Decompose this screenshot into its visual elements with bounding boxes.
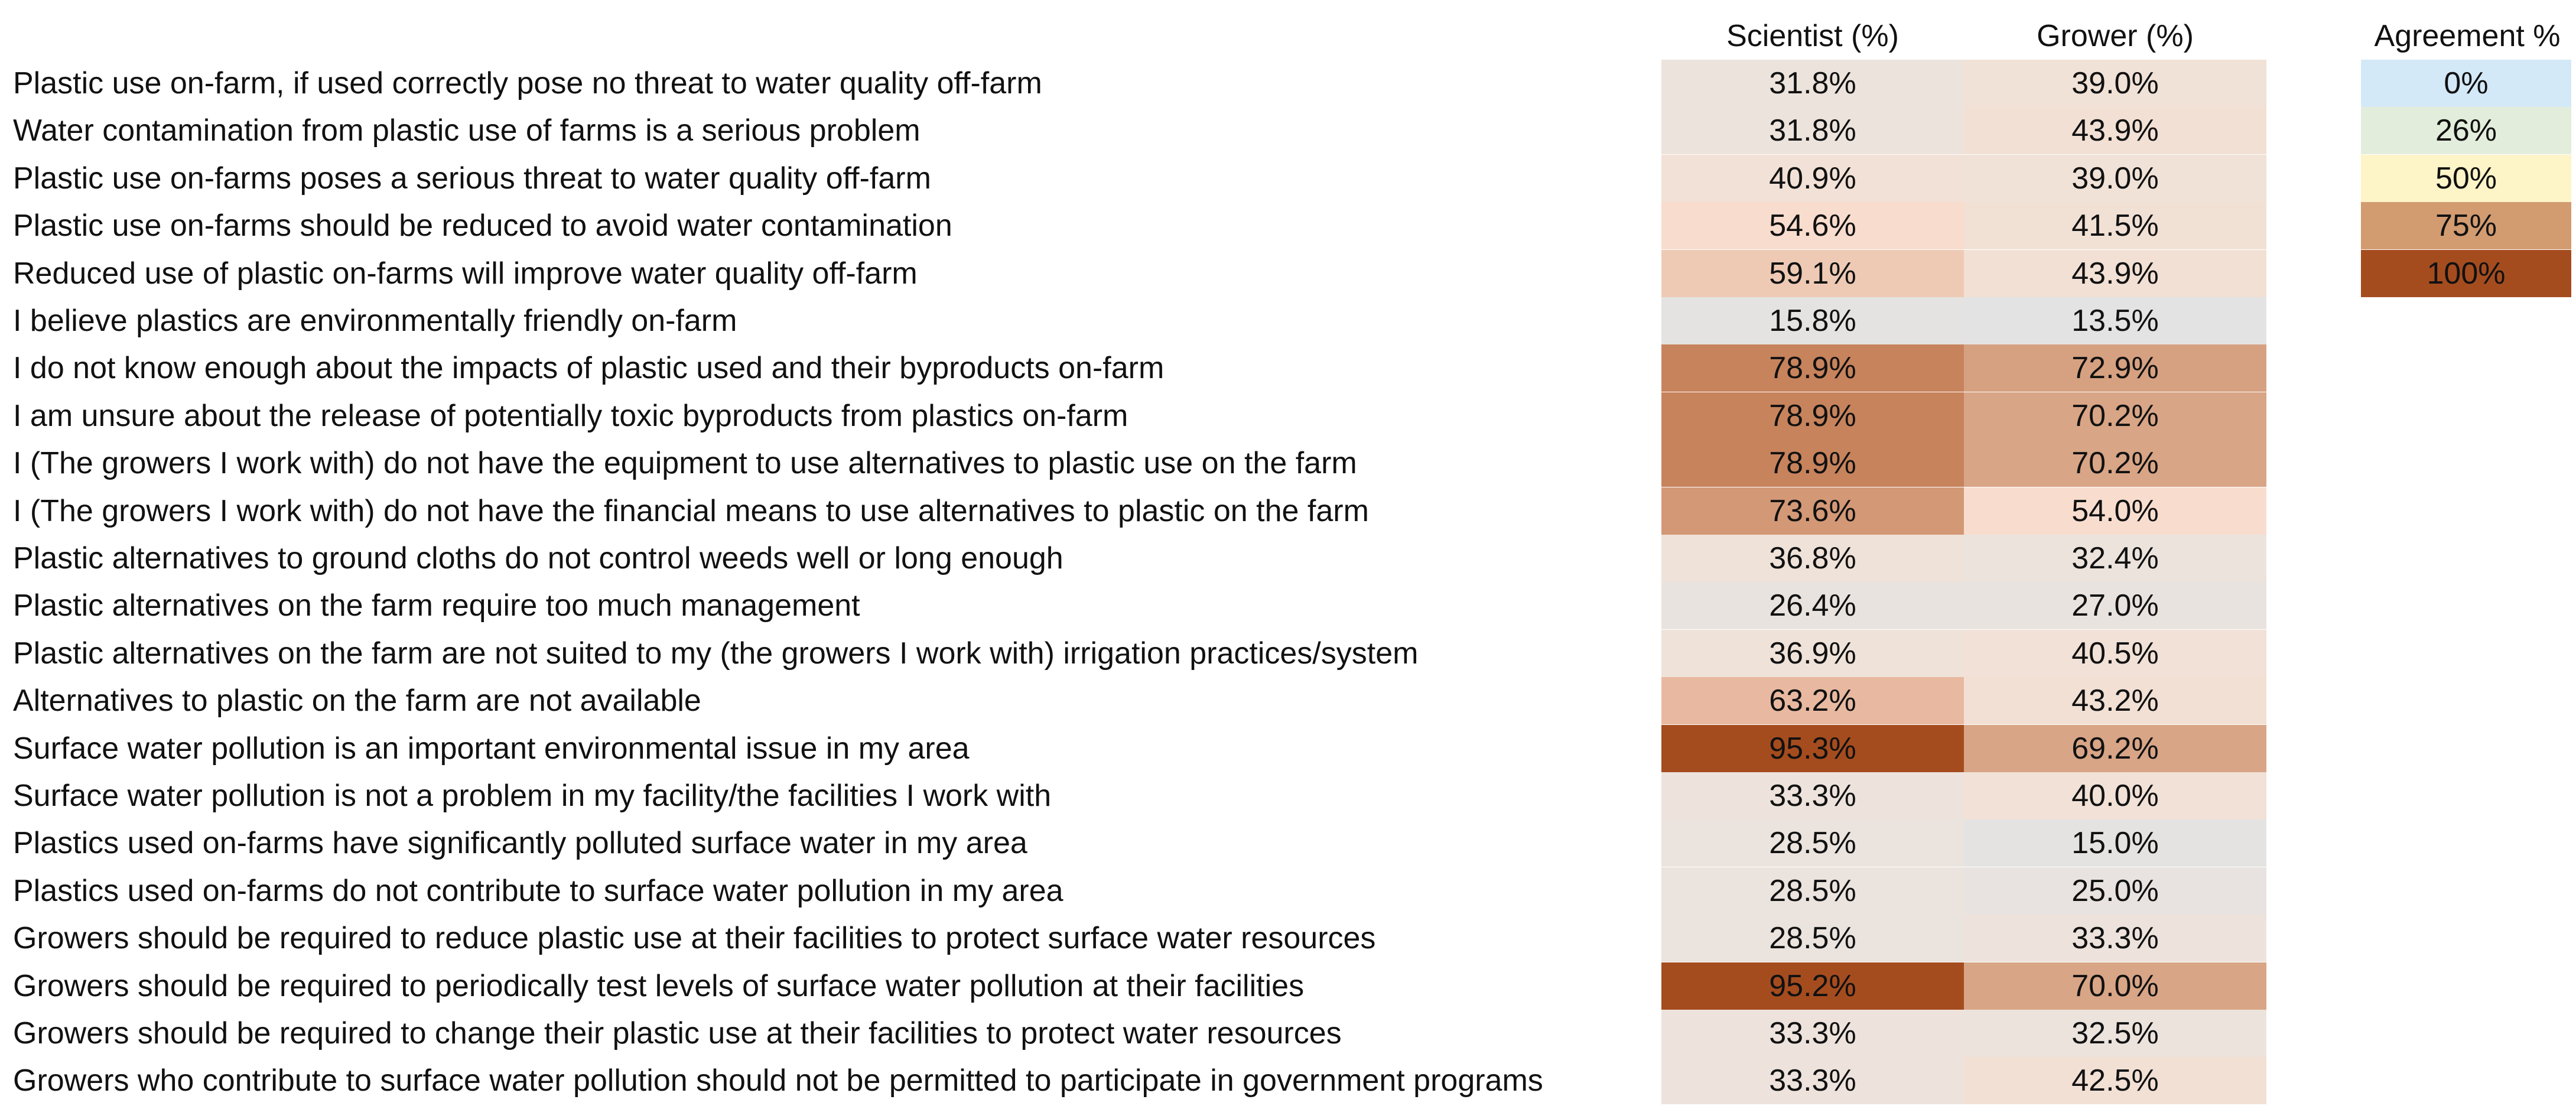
grower-cell: 70.0% <box>1964 962 2266 1010</box>
row-label: Plastic use on-farms should be reduced to avoid water contamination <box>13 209 952 243</box>
grower-cell: 32.5% <box>1964 1010 2266 1057</box>
row-label: Reduced use of plastic on-farms will improve water quality off-farm <box>13 256 918 291</box>
scientist-cell: 28.5% <box>1661 915 1964 962</box>
scientist-cell: 78.9% <box>1661 440 1964 487</box>
row-label: Growers should be required to reduce plastic use at their facilities to protect surface water resources <box>13 921 1376 956</box>
row-label: I am unsure about the release of potentially toxic byproducts from plastics on-farm <box>13 398 1128 433</box>
scientist-cell: 33.3% <box>1661 1010 1964 1057</box>
grower-cell: 72.9% <box>1964 344 2266 392</box>
row-label: I do not know enough about the impacts of plastic used and their byproducts on-farm <box>13 351 1165 386</box>
scientist-cell: 63.2% <box>1661 677 1964 724</box>
row-label: Surface water pollution is an important environmental issue in my area <box>13 731 970 766</box>
row-label: Plastic alternatives on the farm require too much management <box>13 588 860 623</box>
scientist-cell: 54.6% <box>1661 202 1964 249</box>
scientist-cell: 95.2% <box>1661 962 1964 1010</box>
row-label: Plastic alternatives on the farm are not suited to my (the growers I work with) irrigation practices/system <box>13 636 1419 671</box>
scientist-cell: 26.4% <box>1661 582 1964 629</box>
grower-cell: 54.0% <box>1964 487 2266 535</box>
grower-cell: 42.5% <box>1964 1057 2266 1104</box>
row-label: Growers should be required to periodically test levels of surface water pollution at their facilities <box>13 968 1305 1003</box>
grower-cell: 25.0% <box>1964 867 2266 915</box>
column-header-scientist: Scientist (%) <box>1726 19 1899 53</box>
scientist-cell: 36.8% <box>1661 535 1964 582</box>
row-label: I (The growers I work with) do not have the financial means to use alternatives to plastic on the farm <box>13 493 1369 528</box>
row-label: Plastic use on-farm, if used correctly pose no threat to water quality off-farm <box>13 66 1042 100</box>
grower-cell: 27.0% <box>1964 582 2266 629</box>
scientist-cell: 31.8% <box>1661 107 1964 154</box>
row-label: Growers should be required to change their plastic use at their facilities to protect water resources <box>13 1016 1342 1050</box>
row-label: Plastics used on-farms have significantly polluted surface water in my area <box>13 826 1027 861</box>
scientist-cell: 95.3% <box>1661 725 1964 772</box>
legend-swatch: 75% <box>2361 202 2571 249</box>
legend-swatch: 0% <box>2361 60 2571 107</box>
scientist-cell: 78.9% <box>1661 344 1964 392</box>
row-label: Plastic use on-farms poses a serious threat to water quality off-farm <box>13 161 931 196</box>
scientist-cell: 28.5% <box>1661 867 1964 915</box>
row-label: I (The growers I work with) do not have the equipment to use alternatives to plastic use on the farm <box>13 446 1357 481</box>
grower-cell: 33.3% <box>1964 915 2266 962</box>
scientist-cell: 59.1% <box>1661 250 1964 297</box>
grower-cell: 41.5% <box>1964 202 2266 249</box>
legend-swatch: 100% <box>2361 250 2571 297</box>
legend-swatch: 50% <box>2361 155 2571 202</box>
row-label: I believe plastics are environmentally friendly on-farm <box>13 304 737 338</box>
scientist-cell: 28.5% <box>1661 819 1964 867</box>
legend-title: Agreement % <box>2374 19 2561 53</box>
column-header-grower: Grower (%) <box>2037 19 2194 53</box>
row-label: Growers who contribute to surface water pollution should not be permitted to participate in government programs <box>13 1063 1543 1098</box>
grower-cell: 40.5% <box>1964 630 2266 677</box>
scientist-cell: 15.8% <box>1661 297 1964 344</box>
scientist-cell: 33.3% <box>1661 1057 1964 1104</box>
grower-cell: 39.0% <box>1964 60 2266 107</box>
grower-cell: 70.2% <box>1964 440 2266 487</box>
row-label: Water contamination from plastic use of farms is a serious problem <box>13 113 921 148</box>
grower-cell: 13.5% <box>1964 297 2266 344</box>
scientist-cell: 31.8% <box>1661 60 1964 107</box>
grower-cell: 32.4% <box>1964 535 2266 582</box>
grower-cell: 15.0% <box>1964 819 2266 867</box>
scientist-cell: 73.6% <box>1661 487 1964 535</box>
scientist-cell: 78.9% <box>1661 392 1964 440</box>
legend-swatch: 26% <box>2361 107 2571 154</box>
row-label: Alternatives to plastic on the farm are not available <box>13 684 701 718</box>
scientist-cell: 40.9% <box>1661 155 1964 202</box>
grower-cell: 43.2% <box>1964 677 2266 724</box>
row-label: Surface water pollution is not a problem in my facility/the facilities I work with <box>13 779 1052 813</box>
grower-cell: 69.2% <box>1964 725 2266 772</box>
grower-cell: 40.0% <box>1964 772 2266 819</box>
scientist-cell: 33.3% <box>1661 772 1964 819</box>
grower-cell: 39.0% <box>1964 155 2266 202</box>
grower-cell: 43.9% <box>1964 250 2266 297</box>
scientist-cell: 36.9% <box>1661 630 1964 677</box>
grower-cell: 43.9% <box>1964 107 2266 154</box>
grower-cell: 70.2% <box>1964 392 2266 440</box>
row-label: Plastics used on-farms do not contribute to surface water pollution in my area <box>13 873 1063 908</box>
row-label: Plastic alternatives to ground cloths do not control weeds well or long enough <box>13 541 1063 575</box>
